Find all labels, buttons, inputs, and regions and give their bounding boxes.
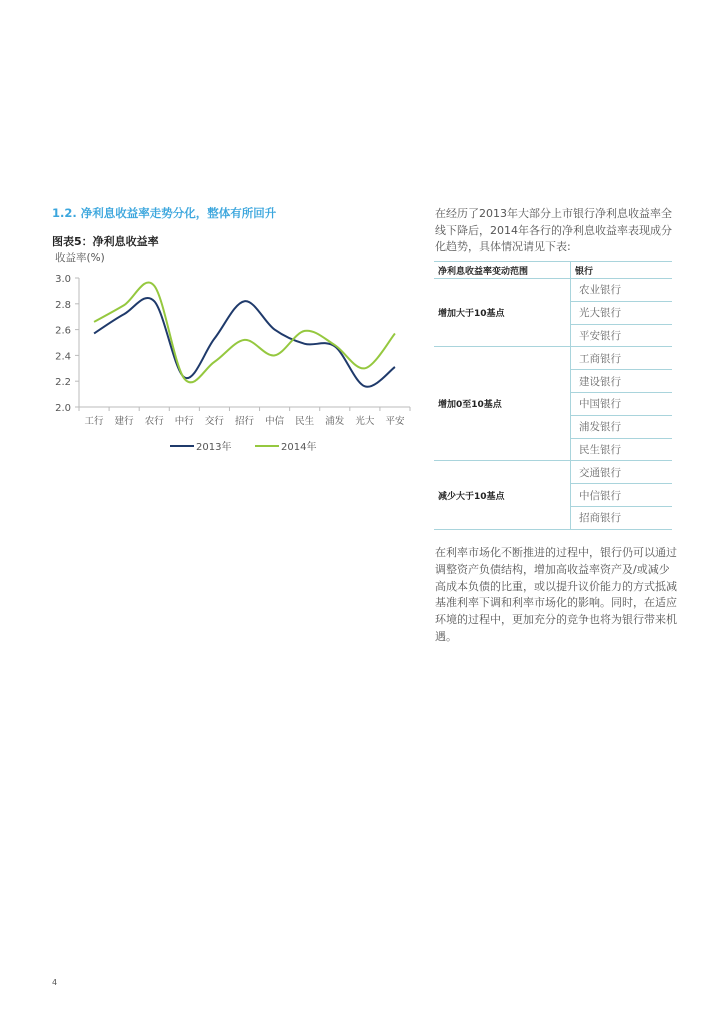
y-tick-label: 2.8: [55, 299, 71, 311]
y-tick-label: 3.0: [55, 274, 71, 285]
x-tick-label: 工行: [84, 416, 104, 427]
range-category: 增加大于10基点: [434, 279, 571, 347]
y-tick-label: 2.6: [55, 325, 71, 337]
x-tick-label: 平安: [385, 416, 405, 427]
range-category: 增加0至10基点: [434, 347, 571, 461]
section-title: 1.2. 净利息收益率走势分化，整体有所回升: [52, 206, 277, 220]
bank-name: 交通银行: [571, 461, 673, 484]
y-tick-label: 2.4: [55, 351, 71, 363]
y-axis-label: 收益率(%): [55, 252, 105, 264]
series-line-0: [94, 298, 395, 387]
table-header-bank: 银行: [571, 262, 673, 279]
range-category: 减少大于10基点: [434, 461, 571, 529]
bank-name: 光大银行: [571, 301, 673, 324]
page-number: 4: [52, 978, 58, 987]
bank-name: 建设银行: [571, 370, 673, 393]
legend-label-1: 2014年: [281, 442, 317, 453]
x-tick-label: 民生: [295, 416, 315, 427]
table-row: [434, 347, 672, 370]
x-tick-label: 中行: [174, 416, 194, 427]
bank-name: 农业银行: [571, 279, 673, 302]
x-tick-label: 招行: [234, 416, 255, 427]
intro-paragraph: 在经历了2013年大部分上市银行净利息收益率全线下降后，2014年各行的净利息收益率表现成分化趋势，具体情况请见下表:: [435, 207, 672, 253]
nim-change-table: [434, 261, 672, 530]
x-tick-label: 建行: [114, 416, 134, 427]
y-tick-label: 2.2: [55, 377, 71, 389]
x-tick-label: 浦发: [325, 416, 345, 427]
outro-paragraph: 在利率市场化不断推进的过程中，银行仍可以通过调整资产负债结构，增加高收益率资产及/或减少高成本负债的比重，或以提升议价能力的方式抵减基准利率下调和利率市场化的影响。同时，在适应环境的过程中，更加充分的竞争也将为银行带来机遇。: [435, 546, 677, 643]
table-header-range: 净利息收益率变动范围: [434, 262, 571, 279]
figure-title: 图表5：净利息收益率: [52, 235, 159, 248]
bank-name: 浦发银行: [571, 415, 673, 438]
legend-label-0: 2013年: [196, 442, 232, 453]
bank-name: 中国银行: [571, 392, 673, 415]
x-tick-label: 光大: [355, 416, 375, 427]
bank-name: 中信银行: [571, 484, 673, 507]
table-row: [434, 279, 672, 302]
bank-name: 民生银行: [571, 438, 673, 461]
x-tick-label: 中信: [265, 416, 285, 427]
line-chart: [40, 262, 420, 462]
x-tick-label: 交行: [204, 416, 224, 427]
y-tick-label: 2.0: [55, 403, 71, 414]
bank-name: 工商银行: [571, 347, 673, 370]
bank-name: 招商银行: [571, 506, 673, 529]
table-row: [434, 461, 672, 484]
bank-name: 平安银行: [571, 324, 673, 347]
x-tick-label: 农行: [144, 416, 164, 427]
